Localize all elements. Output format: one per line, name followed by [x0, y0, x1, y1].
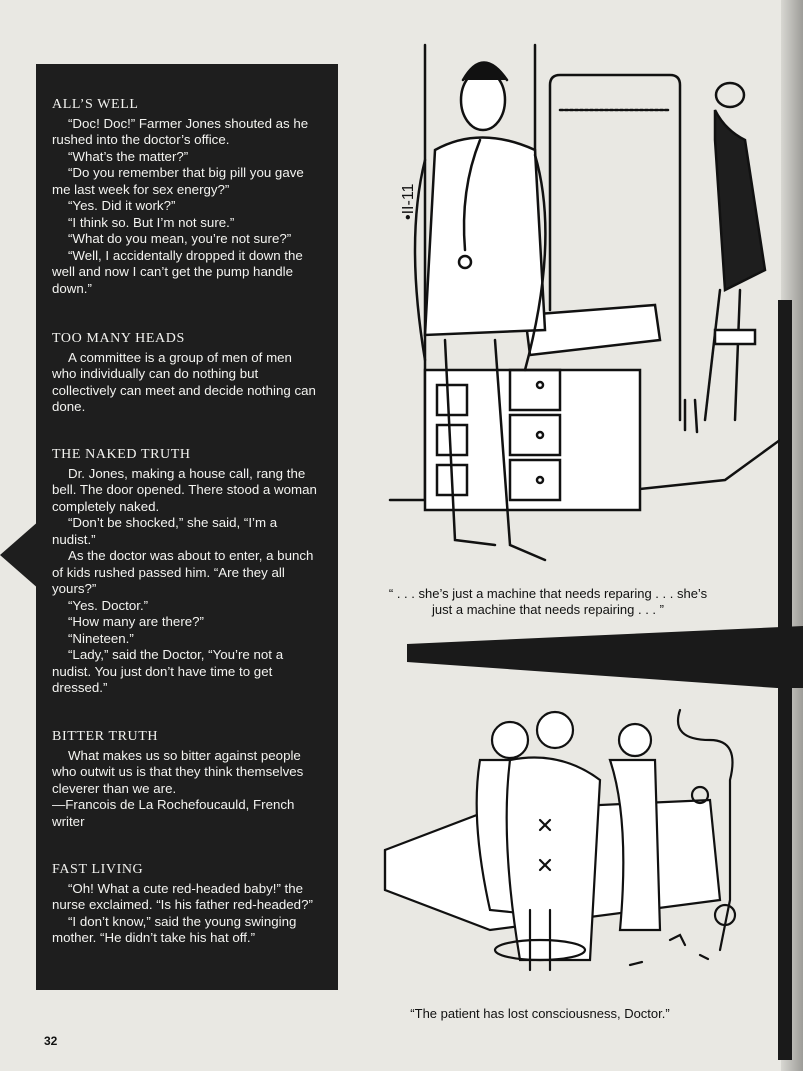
- joke-paragraph: “Nineteen.”: [68, 630, 134, 646]
- joke-paragraph: “What’s the matter?”: [68, 148, 189, 164]
- joke-bitter-truth: [52, 729, 318, 830]
- black-band-divider: [407, 626, 803, 688]
- joke-title: ALL’S WELL: [52, 97, 139, 112]
- page-number: 32: [44, 1034, 58, 1048]
- joke-paragraph: “Oh! What a cute red-headed baby!” the nurse exclaimed. “Is his father red-headed?”: [52, 880, 313, 912]
- joke-alls-well: [52, 97, 318, 297]
- joke-paragraph: “Yes. Doctor.”: [68, 597, 149, 613]
- joke-paragraph: “How many are there?”: [68, 614, 204, 629]
- joke-title: FAST LIVING: [52, 862, 144, 877]
- svg-text:•II-11: •II-11: [400, 183, 417, 220]
- joke-title: BITTER TRUTH: [52, 729, 159, 744]
- cartoon-doctor-robot-illustration: [385, 40, 780, 580]
- joke-paragraph: “Doc! Doc!” Farmer Jones shouted as he rushed into the doctor’s office.: [52, 115, 309, 147]
- joke-too-many-heads: [52, 331, 318, 416]
- joke-paragraph: “I think so. But I’m not sure.”: [68, 214, 235, 230]
- joke-paragraph: Dr. Jones, making a house call, rang the bell. The door opened. There stood a woman completely naked.: [52, 465, 317, 514]
- panel-arrow-notch: [0, 520, 40, 590]
- joke-attribution: —Francois de La Rochefoucauld, French writer: [52, 797, 295, 829]
- joke-paragraph: As the doctor was about to enter, a bunch of kids rushed passed him. “Are they all yours?”: [52, 548, 314, 596]
- joke-paragraph: “Do you remember that big pill you gave me last week for sex energy?”: [52, 165, 304, 197]
- joke-paragraph: “Yes. Did it work?”: [68, 198, 176, 213]
- cartoon-surgery-illustration: [380, 700, 780, 990]
- caption-line: just a machine that needs repairing . . . ”: [432, 602, 664, 617]
- joke-paragraph: What makes us so bitter against people who outwit us is that they think themselves cleverer than we are.: [52, 747, 304, 796]
- joke-fast-living: [52, 862, 318, 947]
- joke-naked-truth: [52, 447, 318, 697]
- cartoon1-caption: [358, 586, 738, 618]
- joke-paragraph: “I don’t know,” said the young swinging mother. “He didn’t take his hat off.”: [52, 913, 297, 945]
- joke-paragraph: “What do you mean, you’re not sure?”: [68, 231, 292, 246]
- joke-paragraph: “Lady,” said the Doctor, “You’re not a nudist. You just don’t have time to get dressed.”: [52, 647, 284, 695]
- caption-line: “ . . . she’s just a machine that needs reparing . . . she’s: [388, 586, 708, 601]
- joke-paragraph: “Don’t be shocked,” she said, “I’m a nudist.”: [52, 515, 278, 547]
- joke-title: TOO MANY HEADS: [52, 331, 185, 346]
- joke-title: THE NAKED TRUTH: [52, 447, 191, 462]
- joke-paragraph: A committee is a group of men of men who individually can do nothing but collectively can meet and decide nothing can done.: [52, 349, 316, 414]
- joke-paragraph: “Well, I accidentally dropped it down the well and now I can’t get the pump handle down.”: [52, 247, 303, 296]
- cartoon2-caption: “The patient has lost consciousness, Doctor.”: [410, 1006, 670, 1021]
